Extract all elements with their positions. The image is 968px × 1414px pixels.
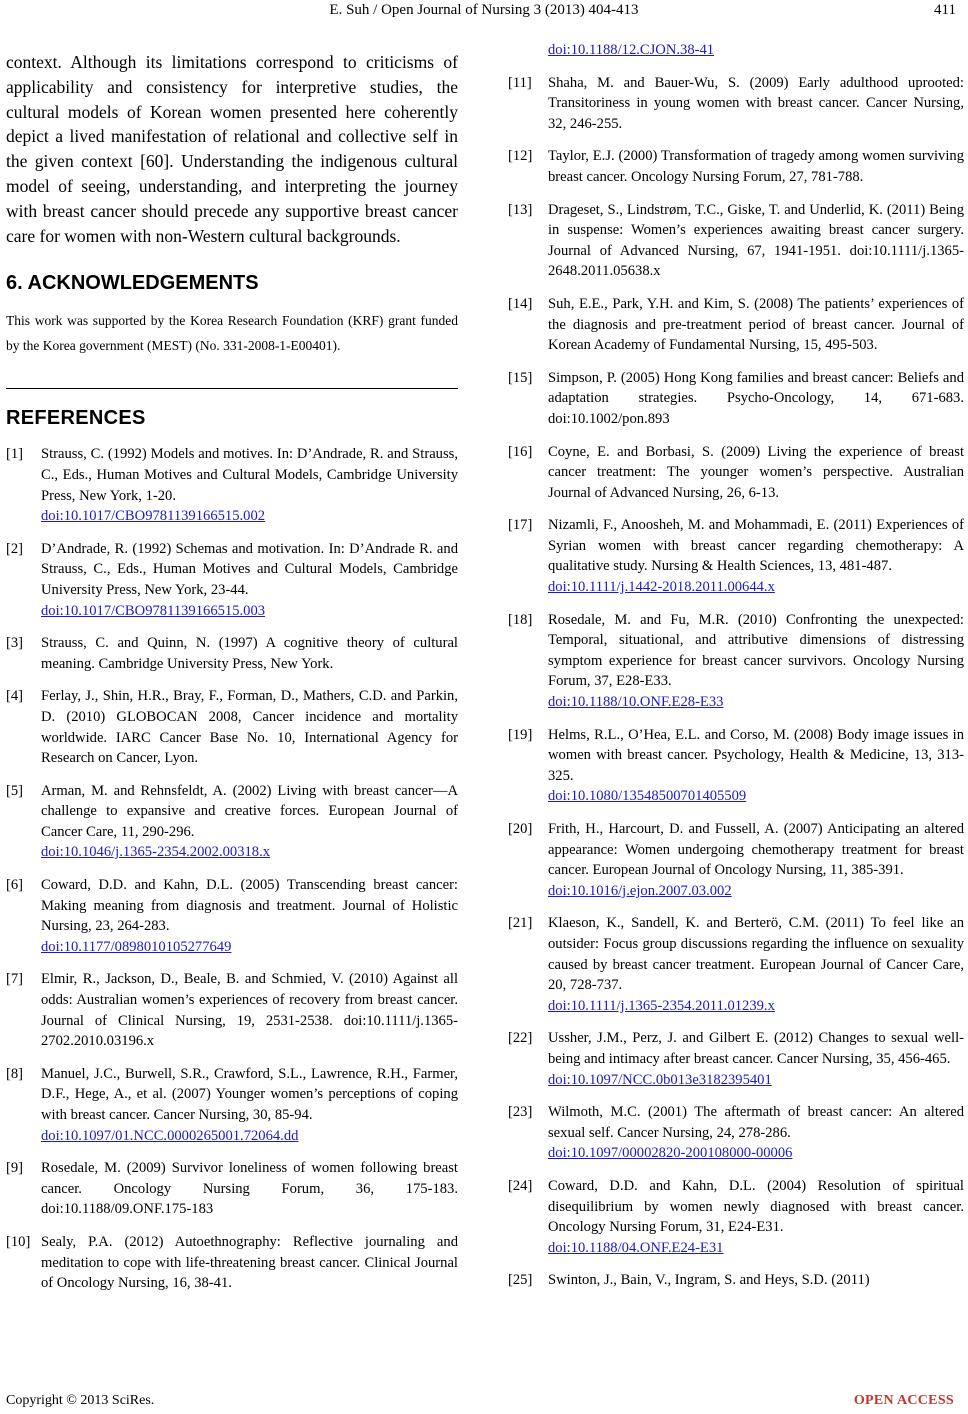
- reference-item: [19] Helms, R.L., O’Hea, E.L. and Corso, M. (2008) Body image issues in women with breast cancer. Psychology, Health & Medicine, 13, 313-325. doi:10.1080/13548500701405509: [508, 725, 964, 807]
- references-heading: REFERENCES: [6, 407, 146, 430]
- reference-item: [25] Swinton, J., Bain, V., Ingram, S. and Heys, S.D. (2011): [508, 1272, 870, 1289]
- doi-link[interactable]: doi:10.1111/j.1365-2354.2011.01239.x: [548, 997, 775, 1014]
- body-paragraph: context. Although its limitations correspond to criticisms of applicability and consistency for interpretive studies, the cultural models of Korean women presented here coherently depict a lived manifestation of relational and collective self in the given context [60]. Understanding the indigenous cultural model of seeing, understanding, and interpreting the journey with breast cancer should precede any supportive breast cancer care for women with non-Western cultural backgrounds.: [6, 52, 458, 246]
- ack-text: This work was supported by the Korea Research Foundation (KRF) grant funded by the Korea government (MEST) (No. 331-2008-1-E00401).: [6, 313, 458, 353]
- reference-item: [17] Nizamli, F., Anoosheh, M. and Mohammadi, E. (2011) Experiences of Syrian women with breast cancer regarding chemotherapy: A qualitative study. Nursing & Health Sciences, 13, 481-487. doi:10.1111/j.1442-2018.2011.00644.x: [508, 515, 964, 597]
- doi-link[interactable]: doi:10.1188/04.ONF.E24-E31: [548, 1239, 724, 1256]
- reference-item: [20] Frith, H., Harcourt, D. and Fussell, A. (2007) Anticipating an altered appearance: Women undergoing chemotherapy treatment for breast cancer. European Journal of Oncology Nursing, 11, 385-391. doi:10.1016/j.ejon.2007.03.002: [508, 819, 964, 901]
- reference-item: [14] Suh, E.E., Park, Y.H. and Kim, S. (2008) The patients’ experiences of the diagnosis and pre-treatment period of breast cancer. Journal of Korean Academy of Fundamental Nursing, 15, 495-503.: [508, 295, 964, 354]
- reference-item: [21] Klaeson, K., Sandell, K. and Berterö, C.M. (2011) To feel like an outsider: Focus group discussions regarding the influence on sexuality caused by breast cancer treatment. European Journal of Cancer Care, 20, 728-737. doi:10.1111/j.1365-2354.2011.01239.x: [508, 913, 964, 1016]
- doi-link[interactable]: doi:10.1188/12.CJON.38-41: [548, 42, 715, 58]
- reference-item: [16] Coyne, E. and Borbasi, S. (2009) Living the experience of breast cancer treatment: The younger women’s perspective. Australian Journal of Advanced Nursing, 26, 6-13.: [508, 443, 964, 501]
- copyright: Copyright © 2013 SciRes.: [6, 1393, 155, 1408]
- reference-item: [10] Sealy, P.A. (2012) Autoethnography: Reflective journaling and meditation to cope with life-threatening breast cancer. Clinical Journal of Oncology Nursing, 16, 38-41.: [6, 1233, 458, 1292]
- reference-item: [9] Rosedale, M. (2009) Survivor loneliness of women following breast cancer. Oncology Nursing Forum, 36, 175-183. doi:10.1188/09.ONF.175-183: [6, 1160, 458, 1218]
- doi-link[interactable]: doi:10.1017/CBO9781139166515.002: [41, 508, 266, 525]
- doi-link[interactable]: doi:10.1177/0898010105277649: [41, 938, 232, 955]
- reference-item: [22] Ussher, J.M., Perz, J. and Gilbert E. (2012) Changes to sexual well-being and intimacy after breast cancer. Cancer Nursing, 35, 456-465. doi:10.1097/NCC.0b013e3182395401: [508, 1028, 964, 1090]
- doi-link[interactable]: doi:10.1097/NCC.0b013e3182395401: [548, 1071, 772, 1088]
- right-column: [508, 40, 964, 1303]
- ack-heading: 6. ACKNOWLEDGEMENTS: [6, 272, 259, 295]
- running-header: E. Suh / Open Journal of Nursing 3 (2013) 404-413: [329, 2, 639, 18]
- doi-link[interactable]: doi:10.1188/10.ONF.E28-E33: [548, 694, 724, 711]
- reference-item: [15] Simpson, P. (2005) Hong Kong families and breast cancer: Beliefs and adaptation strategies. Psycho-Oncology, 14, 671-683. doi:10.1002/pon.893: [508, 369, 964, 427]
- reference-item: [2] D’Andrade, R. (1992) Schemas and motivation. In: D’Andrade R. and Strauss, C., Eds., Human Motives and Cultural Models, Cambridge University Press, New York, 23-44. doi:10.1017/CBO9781139166515.003: [6, 539, 458, 621]
- doi-link[interactable]: doi:10.1016/j.ejon.2007.03.002: [548, 882, 732, 899]
- reference-item: [11] Shaha, M. and Bauer-Wu, S. (2009) Early adulthood uprooted: Transitoriness in young women with breast cancer. Cancer Nursing, 32, 246-255.: [508, 74, 964, 132]
- open-access-label: OPEN ACCESS: [853, 1393, 954, 1408]
- doi-link[interactable]: doi:10.1080/13548500701405509: [548, 788, 747, 805]
- reference-item: [24] Coward, D.D. and Kahn, D.L. (2004) Resolution of spiritual disequilibrium by women newly diagnosed with breast cancer. Oncology Nursing Forum, 31, E24-E31. doi:10.1188/04.ONF.E24-E31: [508, 1176, 964, 1258]
- page-number: 411: [934, 2, 956, 18]
- reference-item: [6] Coward, D.D. and Kahn, D.L. (2005) Transcending breast cancer: Making meaning from diagnosis and treatment. Journal of Holistic Nursing, 23, 264-283. doi:10.1177/0898010105277649: [6, 875, 458, 957]
- reference-item: [7] Elmir, R., Jackson, D., Beale, B. and Schmied, V. (2010) Against all odds: Australian women’s experiences of recovery from breast cancer. Journal of Clinical Nursing, 19, 2531-2538. doi:10.1111/j.1365-2702.2010.03196.x: [6, 971, 458, 1050]
- section-divider: [6, 388, 458, 389]
- doi-link[interactable]: doi:10.1046/j.1365-2354.2002.00318.x: [41, 844, 271, 861]
- reference-item: [5] Arman, M. and Rehnsfeldt, A. (2002) Living with breast cancer—A challenge to expansive and creative forces. European Journal of Cancer Care, 11, 290-296. doi:10.1046/j.1365-2354.2002.00318.x: [6, 781, 458, 863]
- reference-item: [12] Taylor, E.J. (2000) Transformation of tragedy among women surviving breast cancer. Oncology Nursing Forum, 27, 781-788.: [508, 148, 964, 185]
- left-column: [6, 50, 458, 1306]
- reference-item: [23] Wilmoth, M.C. (2001) The aftermath of breast cancer: An altered sexual self. Cancer Nursing, 24, 278-286. doi:10.1097/00002820-200108000-00006: [508, 1102, 964, 1164]
- reference-item: [18] Rosedale, M. and Fu, M.R. (2010) Confronting the unexpected: Temporal, situational, and attributive dimensions of distressing symptom experience for breast cancer survivors. Oncology Nursing Forum, 37, E28-E33. doi:10.1188/10.ONF.E28-E33: [508, 610, 964, 713]
- doi-link[interactable]: doi:10.1097/00002820-200108000-00006: [548, 1145, 793, 1162]
- reference-item: [8] Manuel, J.C., Burwell, S.R., Crawford, S.L., Lawrence, R.H., Farmer, D.F., Hege, A., et al. (2007) Younger women’s perceptions of coping with breast cancer. Cancer Nursing, 30, 85-94. doi:10.1097/01.NCC.0000265001.72064.dd: [6, 1064, 458, 1146]
- continued-doi: [508, 40, 964, 61]
- doi-link[interactable]: doi:10.1017/CBO9781139166515.003: [41, 602, 266, 619]
- doi-link[interactable]: doi:10.1111/j.1442-2018.2011.00644.x: [548, 579, 775, 596]
- reference-item: [13] Drageset, S., Lindstrøm, T.C., Giske, T. and Underlid, K. (2011) Being in suspense: Women’s experiences awaiting breast cancer surgery. Journal of Advanced Nursing, 67, 1941-1951. doi:10.1111/j.1365-2648.2011.05638.x: [508, 201, 964, 280]
- reference-item: [3] Strauss, C. and Quinn, N. (1997) A cognitive theory of cultural meaning. Cambridge University Press, New York.: [6, 635, 458, 672]
- doi-link[interactable]: doi:10.1097/01.NCC.0000265001.72064.dd: [41, 1127, 299, 1144]
- reference-item: [4] Ferlay, J., Shin, H.R., Bray, F., Forman, D., Mathers, C.D. and Parkin, D. (2010) GLOBOCAN 2008, Cancer incidence and mortality worldwide. IARC Cancer Base No. 10, International Agency for Research on Cancer, Lyon.: [6, 688, 458, 767]
- reference-item: [1] Strauss, C. (1992) Models and motives. In: D’Andrade, R. and Strauss, C., Eds., Human Motives and Cultural Models, Cambridge University Press, New York, 1-20. doi:10.1017/CBO9781139166515.002: [6, 444, 458, 526]
